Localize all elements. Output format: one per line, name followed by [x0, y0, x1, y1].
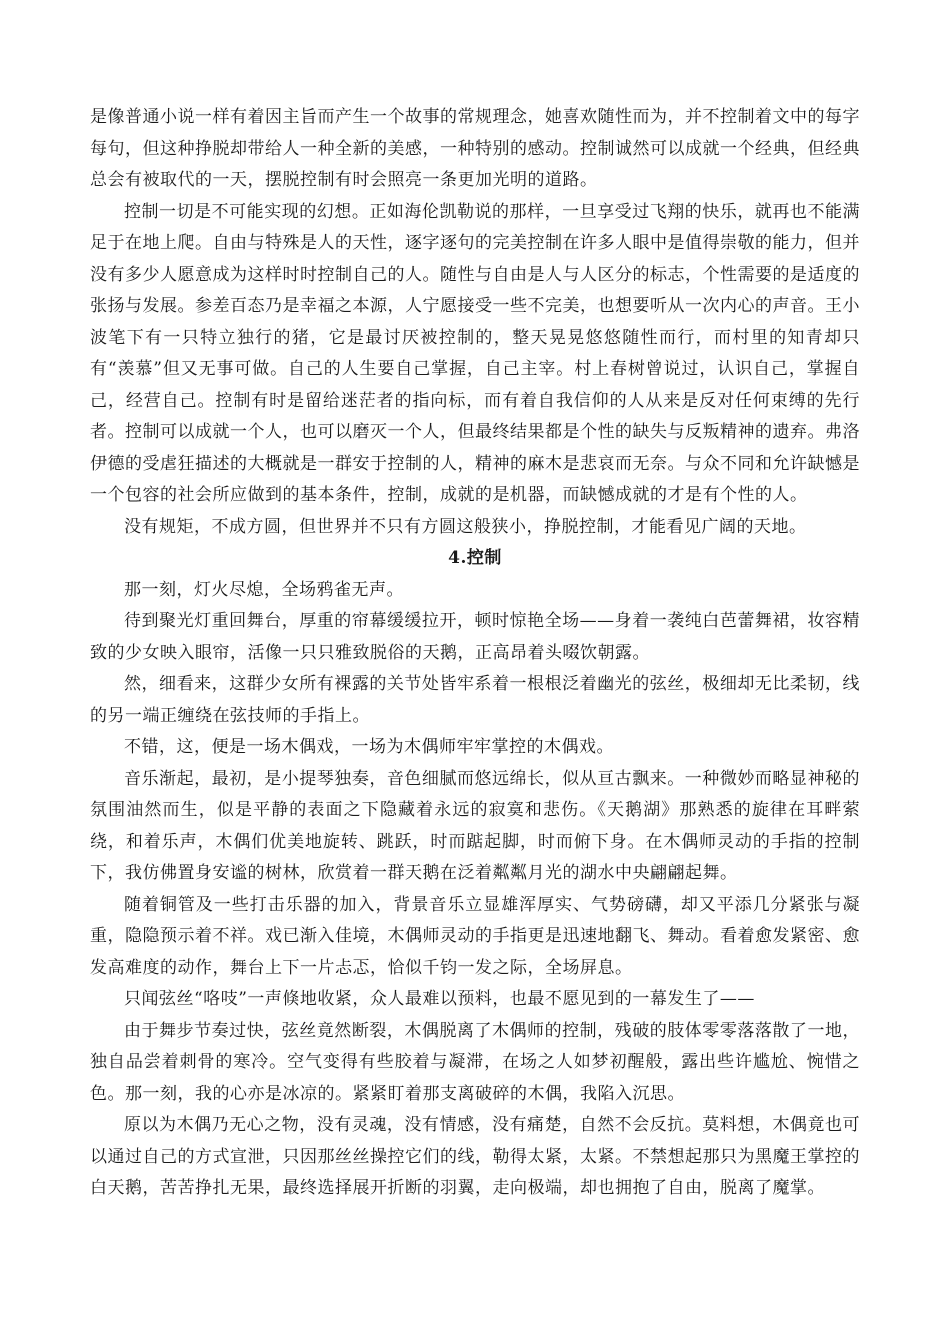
document-body [90, 102, 860, 1205]
paragraph: 待到聚光灯重回舞台，厚重的帘幕缓缓拉开，顿时惊艳全场——身着一袭纯白芭蕾舞裙，妆容精致的少女映入眼帘，活像一只只雅致脱俗的天鹅，正高昂着头啜饮朝露。 [90, 611, 860, 663]
paragraph: 音乐渐起，最初，是小提琴独奏，音色细腻而悠远绵长，似从亘古飘来。一种微妙而略显神秘的氛围油然而生，似是平静的表面之下隐藏着永远的寂寞和悲伤。《天鹅湖》那熟悉的旋律在耳畔萦绕，和着乐声，木偶们优美地旋转、跳跃，时而踮起脚，时而俯下身。在木偶师灵动的手指的控制下，我仿佛置身安谧的树林，欣赏着一群天鹅在泛着粼粼月光的湖水中央翩翩起舞。 [90, 768, 860, 883]
paragraph: 不错，这，便是一场木偶戏，一场为木偶师牢牢掌控的木偶戏。 [124, 737, 614, 757]
paragraph: 由于舞步节奏过快，弦丝竟然断裂，木偶脱离了木偶师的控制，残破的肢体零零落落散了一地，独自品尝着刺骨的寒冷。空气变得有些胶着与凝滞，在场之人如梦初醒般，露出些许尴尬、惋惜之色。那一刻，我的心亦是冰凉的。紧紧盯着那支离破碎的木偶，我陷入沉思。 [90, 1020, 860, 1104]
paragraph: 随着铜管及一些打击乐器的加入，背景音乐立显雄浑厚实、气势磅礴，却又平添几分紧张与凝重，隐隐预示着不祥。戏已渐入佳境，木偶师灵动的手指更是迅速地翻飞、舞动。看着愈发紧密、愈发高难度的动作，舞台上下一片忐忑，恰似千钧一发之际，全场屏息。 [90, 894, 860, 978]
section-title: 4.控制 [448, 548, 502, 568]
paragraph: 原以为木偶乃无心之物，没有灵魂，没有情感，没有痛楚，自然不会反抗。莫料想，木偶竟也可以通过自己的方式宣泄，只因那丝丝操控它们的线，勒得太紧，太紧。不禁想起那只为黑魔王掌控的白天鹅，苦苦挣扎无果，最终选择展开折断的羽翼，走向极端，却也拥抱了自由，脱离了魔掌。 [90, 1115, 860, 1198]
paragraph: 只闻弦丝“咯吱”一声倏地收紧，众人最难以预料，也最不愿见到的一幕发生了—— [124, 989, 755, 1009]
paragraph: 控制一切是不可能实现的幻想。正如海伦凯勒说的那样，一旦享受过飞翔的快乐，就再也不能满足于在地上爬。自由与特殊是人的天性，逐字逐句的完美控制在许多人眼中是值得崇敬的能力，但并没有多少人愿意成为这样时时控制自己的人。随性与自由是人与人区分的标志，个性需要的是适度的张扬与发展。参差百态乃是幸福之本源，人宁愿接受一些不完美，也想要听从一次内心的声音。王小波笔下有一只特立独行的猪，它是最讨厌被控制的，整天晃晃悠悠随性而行，而村里的知青却只有“羡慕”但又无事可做。自己的人生要自己掌握，自己主宰。村上春树曾说过，认识自己，掌握自己，经营自己。控制有时是留给迷茫者的指向标，而有着自我信仰的人从来是反对任何束缚的先行者。控制可以成就一个人，也可以磨灭一个人，但最终结果都是个性的缺失与反叛精神的遗弃。弗洛伊德的受虐狂描述的大概就是一群安于控制的人，精神的麻木是悲哀而无奈。与众不同和允许缺憾是一个包容的社会所应做到的基本条件，控制，成就的是机器，而缺憾成就的才是有个性的人。 [90, 201, 860, 505]
paragraph-continued: 是像普通小说一样有着因主旨而产生一个故事的常规理念，她喜欢随性而为，并不控制着文中的每字每句，但这种挣脱却带给人一种全新的美感，一种特别的感动。控制诚然可以成就一个经典，但经典总会有被取代的一天，摆脱控制有时会照亮一条更加光明的道路。 [90, 107, 860, 190]
paragraph: 没有规矩，不成方圆，但世界并不只有方圆这般狭小，挣脱控制，才能看见广阔的天地。 [124, 516, 807, 537]
paragraph: 那一刻，灯火尽熄，全场鸦雀无声。 [124, 579, 404, 600]
paragraph: 然，细看来，这群少女所有裸露的关节处皆牢系着一根根泛着幽光的弦丝，极细却无比柔韧，线的另一端正缠绕在弦技师的手指上。 [90, 674, 860, 726]
